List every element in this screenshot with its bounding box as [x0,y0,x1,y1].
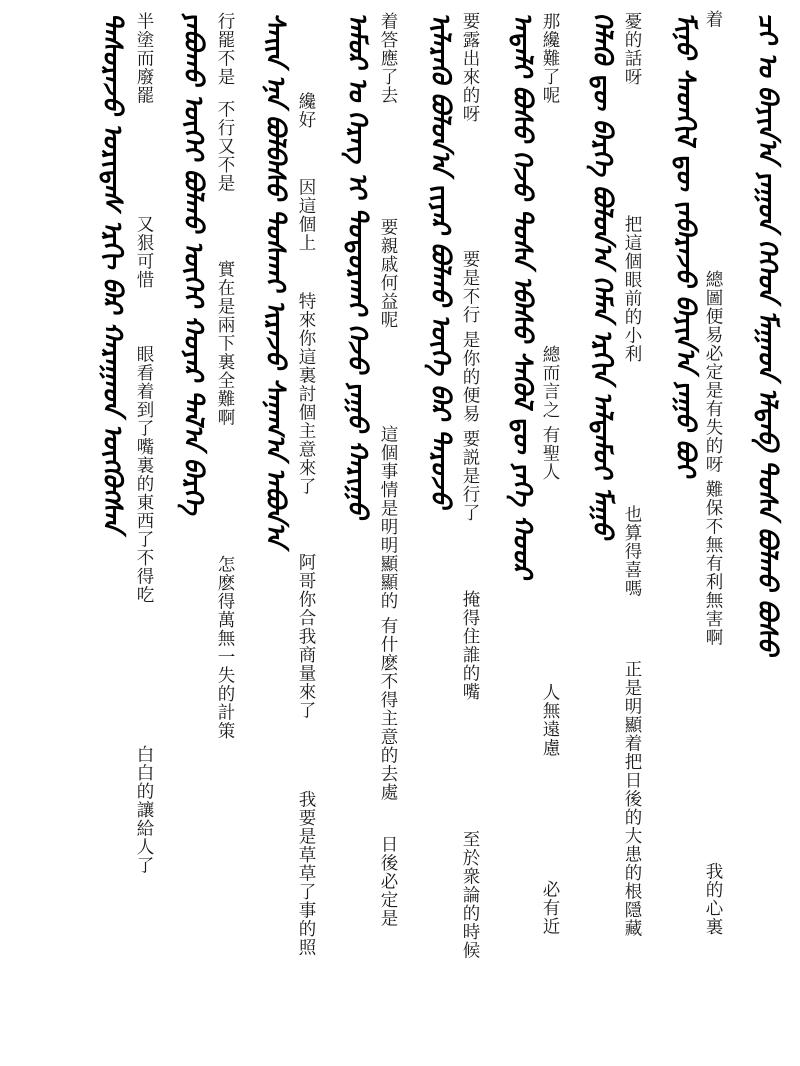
chinese-gloss: 着 [703,10,723,29]
chinese-gloss: 日後必定是 [378,835,398,928]
mongolian-column-2: ᠮᠢᠨᠤ ᠰᠡᠳᠬᠢᠯ ᠳᠦ ᠵᠡᠪᠡᠷᠡᠵᠦ ᠪᠠᠶᠢᠨ᠎ᠠ ᠶᠠᠭᠤ ᠪᠤᠢ [670,12,700,477]
chinese-gloss: 要露出來的呀 [460,12,480,123]
chinese-gloss: 眼看着到了嘴裏的東西了不得吃 [134,345,154,604]
chinese-gloss: 人無遠慮 [540,683,560,757]
chinese-gloss: 半塗而廢罷 [134,12,154,105]
chinese-gloss: 阿哥你合我商量來了 [296,553,316,720]
chinese-gloss: 白白的讓給人了 [134,745,154,875]
chinese-gloss: 因這個上 [296,178,316,252]
chinese-gloss: 要親戚何益呢 [378,218,398,329]
chinese-gloss: 怎麽得萬無一失的計策 [215,555,235,740]
chinese-gloss: 要是不行 是你的便易 要説是行了 [460,250,480,523]
chinese-gloss: 這個事情是明明顯顯的 有什麽不得主意的去處 [378,425,398,802]
mongolian-column-7: ᠰᠠᠢᠨ ᠡᠨᠡ ᠪᠣᠯᠪᠠᠰᠤ ᠲᠤᠰᠬᠠᠢ ᠢᠷᠡᠵᠦ ᠰᠠᠨᠠᠭ᠎ᠠ ᠠᠪᠤᠨ᠎ᠠ [260,12,290,547]
chinese-gloss: 也算得喜嗎 [622,505,642,598]
chinese-gloss: 憂的話呀 [622,12,642,86]
chinese-gloss: 總圖便易必定是有失的呀 難保不無有利無害啊 [703,270,723,647]
mongolian-column-4: ᠠᠳᠠᠯᠢ ᠪᠤᠰᠤ ᠭᠡᠵᠦ ᠲᠤᠰᠠ ᠡᠪᠡᠰᠦ ᠰᠡᠭᠦᠯ ᠳᠦ ᠶᠡᠬᠡ ᠬᠣᠣᠷ [507,12,537,578]
chinese-gloss: 正是明顯着把日後的大患的根隱藏 [622,660,642,938]
chinese-gloss: 必有近 [540,880,560,936]
chinese-gloss: 那纔難了呢 [540,12,560,105]
mongolian-column-6: ᠠᠮᠤᠷ ᠣ ᠬᠡᠷᠡᠭ ᠢ ᠲᠣᠳᠣᠷᠬᠠᠢ ᠭᠡᠵᠦ ᠶᠠᠭᠤ ᠬᠠᠷᠢᠭᠤ [342,12,372,518]
mongolian-column-8: ᠶᠠᠪᠤᠬᠤ ᠦᠭᠡᠢ ᠪᠣᠯᠬᠤ ᠦᠭᠡᠢ ᠬᠣᠶᠠᠷ ᠲᠠᠯ᠎ᠠ ᠪᠡᠷᠬᠡ [178,12,208,515]
chinese-gloss: 總而言之 有聖人 [540,345,560,482]
mongolian-column-1: ᠴᠢ ᠣ ᠪᠠᠶᠢᠨ᠎ᠠ ᠶᠠᠭᠤᠨ ᠬᠡᠭᠡᠳ ᠮᠠᠭᠠᠳ ᠡᠯᠳᠡᠪ ᠲᠤᠰᠠ ᠪᠤᠯᠬᠤ ᠪᠤᠰᠤ [752,12,782,655]
chinese-gloss: 實在是兩下裏全難啊 [215,260,235,427]
chinese-gloss: 掩得住誰的嘴 [460,590,480,701]
chinese-gloss: 纔好 [296,92,316,129]
mongolian-column-9: ᠲᠠᠰᠤᠷᠠᠵᠤ ᠤᠷᠢᠳᠠᠰ ᠡᠷᠬᠢ ᠪᠡᠷ ᠬᠠᠷᠠᠭᠠᠳ ᠦᠭᠭᠦᠭᠰᠡᠨ [97,12,127,532]
chinese-gloss: 至於衆論的時候 [460,830,480,960]
chinese-gloss: 又狠可惜 [134,215,154,289]
chinese-gloss: 行罷不是 [215,12,235,86]
chinese-gloss: 我要是草草了事的照 [296,790,316,957]
chinese-gloss: 我的心裏 [703,862,723,936]
chinese-gloss: 把這個眼前的小利 [622,215,642,363]
chinese-gloss: 着答應了去 [378,12,398,105]
mongolian-column-5: ᠢᠯᠡᠷᠡᠬᠦ ᠪᠣᠯᠤᠨ᠎ᠠ ᠵᠢᠶᠠᠷ ᠪᠣᠯᠬᠤ ᠦᠭᠡ ᠪᠠᠷ ᠳᠠᠷᠤᠵᠤ [425,12,455,508]
chinese-gloss: 不行又不是 [215,100,235,193]
mongolian-column-3: ᠬᠡᠯᠡᠬᠦ ᠳᠦ ᠪᠡᠷᠬᠡ ᠪᠣᠯᠤᠨ᠎ᠠ ᠬᠡᠮᠡᠨ ᠡᠷᠭᠢᠨ ᠠᠯᠳᠠᠮᠤᠢ ᠮᠠᠭᠤ [587,12,617,539]
chinese-gloss: 特來你這裏討個主意來了 [296,292,316,496]
